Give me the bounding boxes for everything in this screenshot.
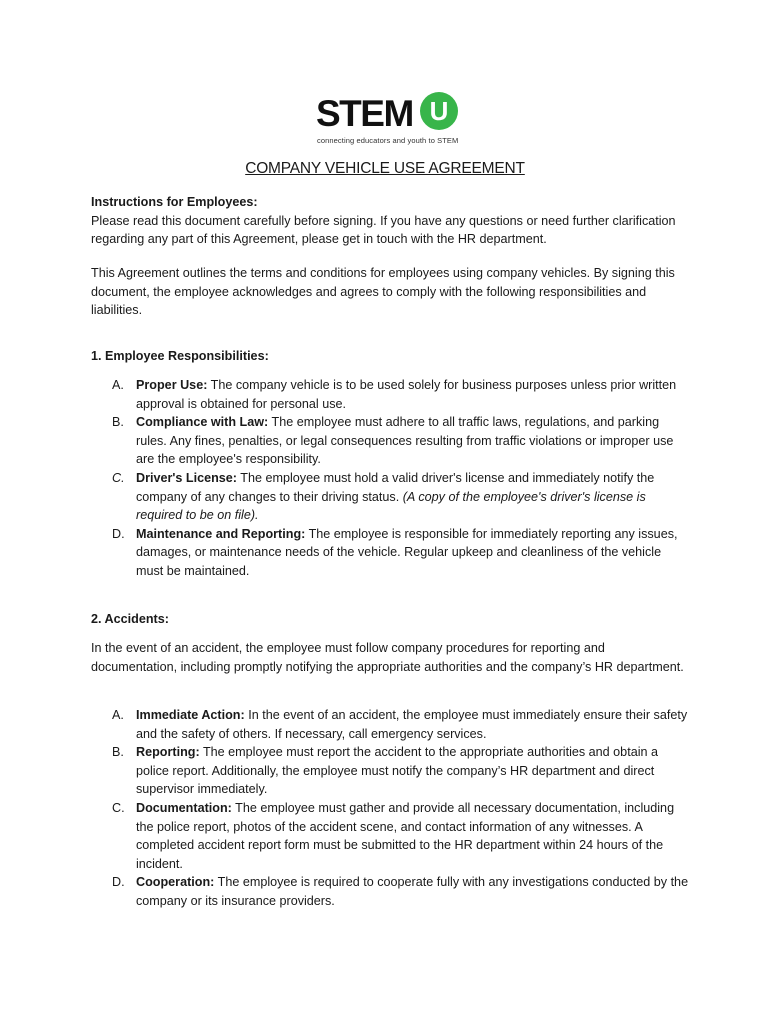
list-item — [91, 413, 691, 469]
section-1-heading: 1. Employee Responsibilities: — [91, 349, 269, 363]
section-2-intro-block — [91, 639, 691, 676]
item-text: The employee must report the accident to the appropriate authorities and obtain a police report. Additionally, the employee must notify the company’s HR department and direct supervisor immediately. — [136, 745, 658, 797]
item-label: Reporting: — [136, 745, 200, 760]
item-text: The employee must gather and provide all necessary documentation, including the police report, photos of the accident scene, and contact information of any witnesses. A completed accident report form must be submitted to the HR department within 24 hours of the incident. — [136, 800, 675, 871]
stem-u-logo — [316, 92, 466, 150]
item-text: The employee must hold a valid driver's license and immediately notify the company of any changes to their driving status. — [136, 470, 655, 504]
item-text: The employee is responsible for immediately reporting any issues, damages, or maintenance needs of the vehicle. Regular upkeep and cleanliness of the vehicle must be maintained. — [136, 526, 678, 578]
item-label: Immediate Action: — [136, 708, 245, 722]
list-marker: B. — [112, 745, 124, 760]
list-item — [91, 376, 691, 413]
logo-u-circle-icon: U — [420, 92, 458, 130]
section-2-heading-block — [91, 610, 691, 629]
list-item — [91, 525, 691, 581]
document-title: COMPANY VEHICLE USE AGREEMENT — [245, 160, 525, 177]
intro-paragraph — [91, 264, 691, 320]
section-1-heading-block — [91, 347, 691, 366]
list-marker: A. — [112, 708, 124, 722]
item-label: Documentation: — [136, 800, 232, 815]
logo-wordmark: STEM — [316, 93, 413, 134]
instructions-heading: Instructions for Employees: — [91, 195, 258, 209]
list-marker: D. — [112, 526, 125, 541]
section-2-heading: 2. Accidents: — [91, 612, 169, 626]
list-marker: D. — [112, 875, 125, 890]
list-item — [91, 873, 691, 910]
item-note: (A copy of the employee's driver's license is required to be on file). — [136, 489, 646, 523]
item-label: Driver's License: — [136, 470, 237, 485]
item-label: Compliance with Law: — [136, 415, 269, 430]
item-label: Cooperation: — [136, 875, 215, 890]
item-label: Maintenance and Reporting: — [136, 526, 306, 541]
list-item — [91, 469, 691, 525]
list-item — [91, 799, 691, 873]
instructions-block — [91, 193, 691, 249]
section-2-list — [91, 706, 691, 911]
item-text: The employee must adhere to all traffic laws, regulations, and parking rules. Any fines, penalties, or legal consequences resulting from traffic violations or improper use are the employee's responsibility. — [136, 415, 674, 467]
list-marker: B. — [112, 415, 124, 430]
list-marker: C. — [112, 470, 125, 485]
instructions-text: Please read this document carefully before signing. If you have any questions or need further clarification regarding any part of this Agreement, please get in touch with the HR department. — [91, 213, 676, 247]
section-1-list — [91, 376, 691, 581]
list-marker: A. — [112, 378, 124, 392]
item-text: The employee is required to cooperate fully with any investigations conducted by the company or its insurance providers. — [136, 875, 689, 908]
list-marker: C. — [112, 800, 125, 815]
section-2-intro: In the event of an accident, the employee must follow company procedures for reporting and documentation, including promptly notifying the appropriate authorities and the company’s HR department. — [91, 641, 684, 674]
item-label: Proper Use: — [136, 378, 208, 392]
intro-text: This Agreement outlines the terms and conditions for employees using company vehicles. By signing this document, the employee acknowledges and agrees to comply with the following responsibilities and liabilities. — [91, 266, 675, 318]
list-item — [91, 743, 691, 799]
list-item — [91, 706, 691, 743]
logo-tagline: connecting educators and youth to STEM — [317, 136, 459, 145]
item-text: The company vehicle is to be used solely for business purposes unless prior written approval is obtained for personal use. — [136, 378, 677, 411]
item-text: In the event of an accident, the employee must immediately ensure their safety and the safety of others. If necessary, call emergency services. — [136, 708, 688, 741]
